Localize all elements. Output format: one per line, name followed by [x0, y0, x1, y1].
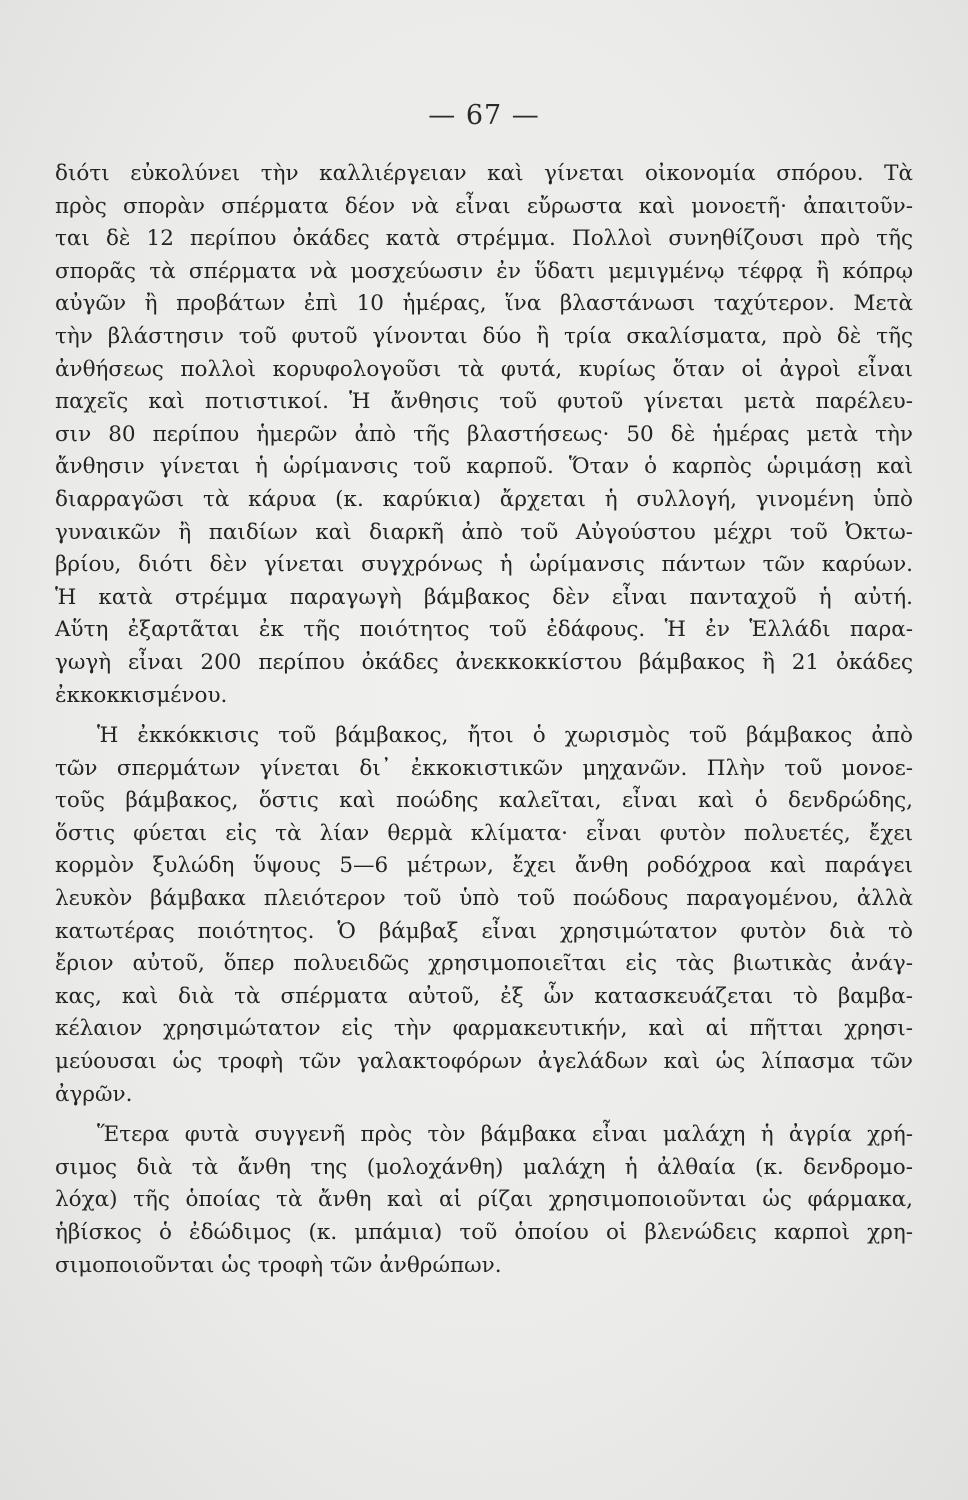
- text-line: ται δὲ 12 περίπου ὀκάδες κατὰ στρέμμα. Πολλοὶ συνηθίζουσι πρὸ τῆς: [55, 226, 913, 252]
- text-line: μεύουσαι ὡς τροφὴ τῶν γαλακτοφόρων ἀγελάδων καὶ ὡς λίπασμα τῶν: [55, 1049, 913, 1075]
- text-line: Αὕτη ἐξαρτᾶται ἐκ τῆς ποιότητος τοῦ ἐδάφους. Ἡ ἐν Ἑλλάδι παρα-: [55, 617, 913, 643]
- text-line: κέλαιον χρησιμώτατον εἰς τὴν φαρμακευτικήν, καὶ αἱ πῆτται χρησι-: [55, 1016, 913, 1042]
- text-line: ἐκκοκκισμένου.: [55, 682, 228, 708]
- paragraph-2: [55, 720, 913, 1111]
- text-line: σπορᾶς τὰ σπέρματα νὰ μοσχεύωσιν ἐν ὕδατι μεμιγμένῳ τέφρᾳ ἢ κόπρῳ: [55, 258, 913, 284]
- text-line: κας, καὶ διὰ τὰ σπέρματα αὐτοῦ, ἐξ ὧν κατασκευάζεται τὸ βαμβα-: [55, 983, 913, 1009]
- text-line: τῶν σπερμάτων γίνεται δι᾽ ἐκκοκιστικῶν μηχανῶν. Πλὴν τοῦ μονοε-: [55, 755, 913, 781]
- text-line: λόχα) τῆς ὁποίας τὰ ἄνθη καὶ αἱ ρίζαι χρησιμοποιοῦνται ὡς φάρμακα,: [55, 1187, 913, 1213]
- text-line: κατωτέρας ποιότητος. Ὁ βάμβαξ εἶναι χρησιμώτατον φυτὸν διὰ τὸ: [55, 918, 913, 944]
- text-line: ἀνθήσεως πολλοὶ κορυφολογοῦσι τὰ φυτά, κυρίως ὅταν οἱ ἀγροὶ εἶναι: [55, 356, 913, 382]
- text-line: γωγὴ εἶναι 200 περίπου ὀκάδες ἀνεκκοκκίστου βάμβακος ἢ 21 ὀκάδες: [55, 649, 913, 675]
- text-line: διότι εὐκολύνει τὴν καλλιέργειαν καὶ γίνεται οἰκονομία σπόρου. Τὰ: [55, 161, 913, 186]
- text-line: Ἕτερα φυτὰ συγγενῆ πρὸς τὸν βάμβακα εἶναι μαλάχη ἡ ἀγρία χρή-: [97, 1122, 913, 1148]
- text-line: αὐγῶν ἢ προβάτων ἐπὶ 10 ἡμέρας, ἵνα βλαστάνωσι ταχύτερον. Μετὰ: [55, 291, 913, 317]
- text-line: ἡβίσκος ὁ ἐδώδιμος (κ. μπάμια) τοῦ ὁποίου οἱ βλενώδεις καρποὶ χρη-: [55, 1220, 913, 1245]
- text-line: σιμοποιοῦνται ὡς τροφὴ τῶν ἀνθρώπων.: [55, 1252, 502, 1278]
- text-line: ὅστις φύεται εἰς τὰ λίαν θερμὰ κλίματα· εἶναι φυτὸν πολυετές, ἔχει: [55, 820, 913, 846]
- text-line: βρίου, διότι δὲν γίνεται συγχρόνως ἡ ὡρίμανσις πάντων τῶν καρύων.: [55, 552, 913, 578]
- text-line: διαρραγῶσι τὰ κάρυα (κ. καρύκια) ἄρχεται ἡ συλλογή, γινομένη ὑπὸ: [55, 486, 913, 512]
- body-text: [55, 158, 913, 1282]
- text-line: σιν 80 περίπου ἡμερῶν ἀπὸ τῆς βλαστήσεως· 50 δὲ ἡμέρας μετὰ τὴν: [55, 421, 913, 447]
- paragraph-3: [55, 1119, 913, 1282]
- text-line: κορμὸν ξυλώδη ὕψους 5—6 μέτρων, ἔχει ἄνθη ροδόχροα καὶ παράγει: [55, 853, 913, 879]
- text-line: τὴν βλάστησιν τοῦ φυτοῦ γίνονται δύο ἢ τρία σκαλίσματα, πρὸ δὲ τῆς: [55, 323, 913, 349]
- text-line: πρὸς σπορὰν σπέρματα δέον νὰ εἶναι εὔρωστα καὶ μονοετῆ· ἀπαιτοῦν-: [55, 193, 913, 219]
- text-line: λευκὸν βάμβακα πλειότερον τοῦ ὑπὸ τοῦ ποώδους παραγομένου, ἀλλὰ: [55, 886, 913, 912]
- text-line: γυναικῶν ἢ παιδίων καὶ διαρκῆ ἀπὸ τοῦ Αὐγούστου μέχρι τοῦ Ὀκτω-: [55, 519, 913, 545]
- text-line: ἀγρῶν.: [55, 1081, 133, 1107]
- text-line: Ἡ κατὰ στρέμμα παραγωγὴ βάμβακος δὲν εἶναι πανταχοῦ ἡ αὐτή.: [55, 584, 913, 610]
- text-line: τοῦς βάμβακος, ὅστις καὶ ποώδης καλεῖται, εἶναι καὶ ὁ δενδρώδης,: [55, 788, 913, 814]
- text-line: σιμος διὰ τὰ ἄνθη της (μολοχάνθη) μαλάχη ἡ ἀλθαία (κ. δενδρομο-: [55, 1154, 913, 1180]
- text-line: ἔριον αὐτοῦ, ὅπερ πολυειδῶς χρησιμοποιεῖται εἰς τὰς βιωτικὰς ἀνάγ-: [55, 951, 913, 977]
- page-number: — 67 —: [428, 100, 540, 131]
- text-line: παχεῖς καὶ ποτιστικοί. Ἡ ἄνθησις τοῦ φυτοῦ γίνεται μετὰ παρέλευ-: [55, 389, 913, 415]
- text-line: Ἡ ἐκκόκκισις τοῦ βάμβακος, ἤτοι ὁ χωρισμὸς τοῦ βάμβακος ἀπὸ: [97, 723, 913, 749]
- text-line: ἄνθησιν γίνεται ἡ ὡρίμανσις τοῦ καρποῦ. Ὅταν ὁ καρπὸς ὡριμάσῃ καὶ: [55, 454, 913, 480]
- paragraph-1: [55, 158, 913, 712]
